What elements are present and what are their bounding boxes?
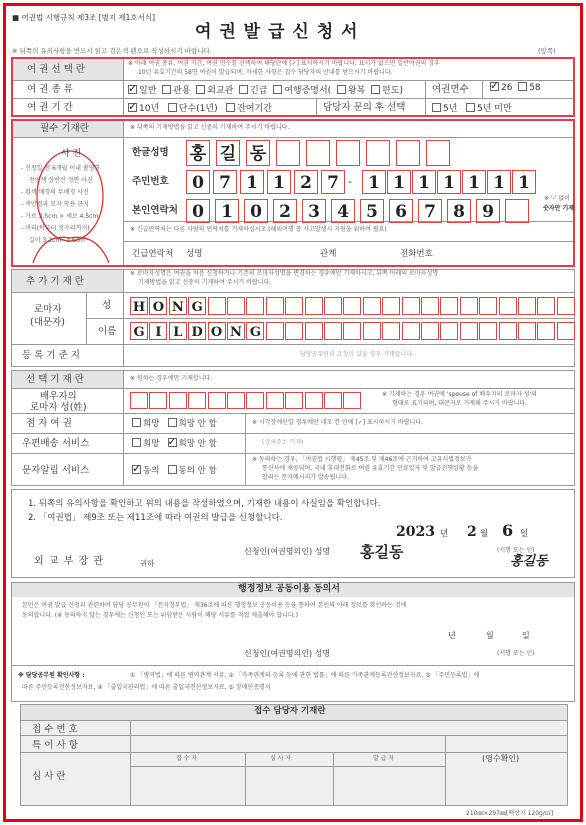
applicant-name-label: 신청인(여권명의인) 성명 <box>244 547 331 556</box>
surname-cell[interactable] <box>518 297 536 315</box>
phone-char: 9 <box>482 202 494 222</box>
surname-label: 성 <box>102 300 112 311</box>
spouse-cell[interactable] <box>208 392 226 409</box>
page-side-label: (앞쪽) <box>538 47 556 55</box>
phone-cell[interactable] <box>418 199 442 223</box>
spouse-cell[interactable] <box>305 392 323 409</box>
phone-char: 0 <box>250 202 262 222</box>
roman-note: ※ 로마자성명은 여권을 처음 신청하거나 기존의 로마자성명을 변경하는 경우에만 기재하시고, 뒤쪽 아래의 로마자성명 <box>130 270 439 277</box>
optional-instruction: ※ 원하는 경우에만 기재합니다. <box>130 375 213 382</box>
period-5y-option[interactable]: 5년 <box>432 104 457 114</box>
photo-rule: - 흰색 배경의 무배경 사진 <box>21 189 89 196</box>
rrn-dash: - <box>348 175 352 188</box>
sms-note: ※ 동의하는 경우, 「여권법 시행령」 제45조 및 제46조에 근거하여 고유식별정보가 <box>252 456 472 463</box>
given-cell[interactable] <box>149 322 167 340</box>
surname-cell[interactable] <box>499 297 517 315</box>
braille-label: 점 자 여 권 <box>26 418 72 429</box>
photo-rule: 천연색 상반신 정면 사진 <box>29 177 93 184</box>
surname-cell[interactable] <box>440 297 458 315</box>
delivery-address-field[interactable]: (상세주소 기재) <box>262 439 304 446</box>
period-remaining-option[interactable]: 잔여기간 <box>226 104 272 114</box>
photo-rule: - 가로 3.5cm × 세로 4.5cm <box>21 213 99 220</box>
sms-note-3: 알리는 문자메시지가 발송됩니다. <box>262 474 349 481</box>
surname-cell[interactable] <box>363 297 381 315</box>
phone-cell[interactable] <box>389 199 413 223</box>
day-unit: 일 <box>520 529 529 539</box>
declaration-line-1: 1. 뒤쪽의 유의사항을 확인하고 위의 내용을 작성하였으며, 기재한 내용이 사실임을 확인합니다. <box>28 499 381 509</box>
phone-char: 2 <box>279 202 291 222</box>
passport-type-options: ✓ 일반 관용 외교관 긴급 여행증명서( 왕복 편도) <box>128 82 403 96</box>
issuer-column: 발 급 자 <box>373 755 395 762</box>
emergency-phone-label[interactable]: 전화번호 <box>400 249 433 259</box>
year-unit: 년 <box>440 529 449 539</box>
required-heading: 필수 기재란 <box>40 123 89 134</box>
period-single-option[interactable]: 단수(1년) <box>168 104 218 114</box>
official-check-label: ※ 담당공무원 확인사항 : <box>18 672 85 679</box>
given-char: N <box>230 325 242 340</box>
given-cell[interactable] <box>557 322 575 340</box>
application-day[interactable]: 6 <box>502 521 514 540</box>
braille-options <box>132 417 217 429</box>
given-cell[interactable] <box>518 322 536 340</box>
given-cell[interactable] <box>363 322 381 340</box>
rrn-back-cell[interactable] <box>412 170 436 194</box>
registry-label: 등 록 기 준 지 <box>22 350 80 361</box>
name-cell[interactable] <box>396 140 420 166</box>
application-year[interactable]: 2023 <box>396 524 435 540</box>
sms-agree-option[interactable]: ✓ 동의 <box>132 462 160 476</box>
photo-area <box>13 138 123 265</box>
sms-disagree-option[interactable]: 동의 안 함 <box>168 466 217 476</box>
surname-char: N <box>171 300 184 315</box>
korean-name-label: 한글성명 <box>132 147 169 158</box>
paper-spec: 210㎜×297㎜[백상지 120g/㎡] <box>466 810 554 817</box>
spouse-note-2: 형태로 표기되며, 대문자로 기재해 주시기 바랍니다. <box>392 400 528 407</box>
spouse-cell[interactable] <box>169 392 187 409</box>
given-name-label: 이름 <box>98 326 117 337</box>
phone-char: 3 <box>308 202 320 222</box>
spouse-label: 배우자의 <box>40 391 77 402</box>
given-cell[interactable] <box>227 322 245 340</box>
given-cell[interactable] <box>440 322 458 340</box>
receipt-number-label: 접 수 번 호 <box>32 724 78 735</box>
given-cell[interactable] <box>266 322 284 340</box>
surname-cell[interactable] <box>305 297 323 315</box>
no-dash-note: ※ '-' 없이 <box>544 195 570 202</box>
rrn-front-cell[interactable] <box>294 170 318 194</box>
review-label: 심 사 란 <box>32 771 66 782</box>
surname-char: G <box>191 300 203 315</box>
given-cell[interactable] <box>343 322 361 340</box>
pages-58-option[interactable]: 58 <box>518 83 540 93</box>
given-cell[interactable] <box>188 322 206 340</box>
addressee-suffix: 귀하 <box>140 559 155 568</box>
photo-rule: - 머리(턱부터 정수리까지) <box>21 225 90 232</box>
day-unit: 일 <box>522 631 530 640</box>
surname-char: H <box>132 300 146 315</box>
phone-cell[interactable] <box>331 199 355 223</box>
given-char: L <box>173 325 183 340</box>
rrn-back-cell[interactable] <box>462 170 486 194</box>
rrn-back-char: 1 <box>468 173 480 193</box>
braille-note: ※ 시각장애인일 경우에만 네모 칸 안에 [✓] 표시하시기 바랍니다. <box>252 419 424 426</box>
type-emergency-option[interactable]: 긴급 <box>239 86 267 96</box>
phone-cell[interactable] <box>476 199 500 223</box>
digits-only-note: 숫자만 기재 <box>543 205 575 212</box>
official-check-items: ① 「병역법」에 따른 병역관계 서류, ② 「가족관계의 등록 등에 관한 법률」에 따른 가족관계등록전산정보자료, ③ 「주민등록법」에 <box>130 672 480 679</box>
sms-options <box>132 464 217 476</box>
rrn-back-char: 1 <box>443 173 455 193</box>
rrn-back-char: 1 <box>368 173 380 193</box>
form-title: 여 권 발 급 신 청 서 <box>195 22 359 42</box>
staff-period-options <box>432 101 512 114</box>
given-cell[interactable] <box>285 322 303 340</box>
regulation-note: ■ 여권법 시행규칙 제3조 [별지 제1호서식] <box>12 13 156 22</box>
roman-label: 로마자 <box>34 304 62 315</box>
roman-uppercase-label: (대문자) <box>30 317 65 328</box>
emergency-name-label[interactable]: 성명 <box>186 249 203 259</box>
surname-cell[interactable] <box>188 297 206 315</box>
given-char: G <box>249 325 261 340</box>
phone-char: 6 <box>395 202 407 222</box>
spouse-cell[interactable] <box>149 392 167 409</box>
phone-cell[interactable] <box>215 199 239 223</box>
surname-cell[interactable] <box>130 297 148 315</box>
emergency-contact-label: 긴급연락처 <box>132 249 174 259</box>
emergency-note: ※ 긴급연락처는 다른 사람의 연락처를 기재하십시오.(해외여행 중 사고발생시 지원을 위하여 필요) <box>130 226 387 233</box>
month-unit: 월 <box>480 529 489 539</box>
sms-note-2: 통신사에 제공되며, 국내 휴대전화로 여권 유효기간 만료일자 및 발급진행상황 등을 <box>262 465 479 472</box>
spouse-cell[interactable] <box>343 392 361 409</box>
surname-cell[interactable] <box>557 297 575 315</box>
spouse-cell[interactable] <box>324 392 342 409</box>
consent-sign-note: (서명 또는 인) <box>497 650 535 657</box>
given-cell[interactable] <box>499 322 517 340</box>
given-cell[interactable] <box>421 322 439 340</box>
passport-period-options <box>128 101 272 114</box>
type-diplomat-option[interactable]: 외교관 <box>196 86 233 96</box>
rrn-back-cell[interactable] <box>487 170 511 194</box>
surname-char: O <box>152 300 165 315</box>
name-cell[interactable] <box>186 140 210 166</box>
phone-cell[interactable] <box>244 199 268 223</box>
type-travel-cert-option[interactable]: 여행증명서( <box>273 86 331 96</box>
admin-consent-body-2: 동의합니다. (※ 동의하지 않는 경우에는 신청인 또는 위임받은 사람이 해당 서류를 직접 제출해야 합니다.) <box>22 612 298 619</box>
type-official-option[interactable]: 관용 <box>162 86 190 96</box>
delivery-yes-option[interactable]: 희망 <box>132 439 159 449</box>
name-cell[interactable] <box>366 140 390 166</box>
admin-consent-body: 본인은 여권 발급 신청과 관련하여 담당 공무원이 「전자정부법」 제36조에 따른 행정정보 공동이용 등을 통하여 본인의 아래 정보를 확인하는 것에 <box>22 602 407 609</box>
rrn-front-cell[interactable] <box>213 170 237 194</box>
rrn-front-cell[interactable] <box>321 170 345 194</box>
month-unit: 월 <box>486 631 494 640</box>
rrn-back-char: 1 <box>493 173 505 193</box>
surname-cell[interactable] <box>208 297 226 315</box>
given-cell[interactable] <box>460 322 478 340</box>
rrn-back-char: 1 <box>518 173 530 193</box>
receipt-title: 접수 담당자 기재란 <box>254 706 326 716</box>
rrn-front-cell[interactable] <box>240 170 264 194</box>
name-char: 길 <box>219 144 237 164</box>
spouse-cell[interactable] <box>227 392 245 409</box>
official-check-items-2: 따른 주민등록전산정보자료, ④ 「출입국관리법」에 따른 출입국전산정보자료, ⑤ 장애인증명서 <box>22 684 271 691</box>
required-instruction: ※ 뒤쪽의 기재방법을 읽고 신중히 기재하여 주시기 바랍니다. <box>130 124 290 131</box>
spouse-cell[interactable] <box>266 392 284 409</box>
given-cell[interactable] <box>305 322 323 340</box>
photo-rule: - 색안경과 모자 착용 금지 <box>21 201 89 208</box>
passport-period-label: 여 권 기 간 <box>27 102 73 113</box>
applicant-signature[interactable]: 홍길동 <box>510 554 548 569</box>
passport-pages-label: 여권면수 <box>432 84 469 95</box>
phone-char: 0 <box>192 202 204 222</box>
surname-cell[interactable] <box>266 297 284 315</box>
passport-type-label: 여 권 종 류 <box>27 84 73 95</box>
instruction-note: ※ 뒤쪽의 유의사항을 반드시 읽고 검은색 펜으로 작성하시기 바랍니다. <box>12 47 212 55</box>
name-char: 동 <box>249 144 267 164</box>
pages-26-option[interactable]: ✓ 26 <box>490 79 513 93</box>
surname-cell[interactable] <box>169 297 187 315</box>
spouse-cell[interactable] <box>246 392 264 409</box>
emergency-relation-label[interactable]: 관계 <box>320 249 337 259</box>
given-cell[interactable] <box>169 322 187 340</box>
given-char: G <box>133 325 145 340</box>
surname-cell[interactable] <box>343 297 361 315</box>
rrn-front-char: 0 <box>192 173 204 193</box>
rrn-front-char: 1 <box>246 173 258 193</box>
registry-field[interactable]: 담당공무원의 요청이 있을 경우 기재합니다. <box>300 351 414 358</box>
given-cell[interactable] <box>382 322 400 340</box>
rrn-back-cell[interactable] <box>362 170 386 194</box>
given-cell[interactable] <box>402 322 420 340</box>
selection-note: ※ 아래 여권 종류, 여권 기간, 여권 면수를 선택하여 해당란에 [✓] 표시하시기 바랍니다. 표시가 없으면 일반여권의 경우 <box>128 60 440 67</box>
surname-cell[interactable] <box>402 297 420 315</box>
consent-applicant-label: 신청인(여권명의인) 성명 <box>244 649 331 658</box>
receiver-column: 접 수 자 <box>176 755 198 762</box>
delivery-no-option[interactable]: ✓ 희망 안 함 <box>167 435 217 449</box>
rrn-front-char: 7 <box>219 173 231 193</box>
photo-rule: - 신청일 전 6개월 이내 촬영한 <box>21 165 101 172</box>
passport-selection-heading: 여 권 선 택 란 <box>27 64 85 75</box>
phone-cell[interactable] <box>186 199 210 223</box>
name-cell[interactable] <box>276 140 300 166</box>
spouse-note: ※ 기재하는 경우 여권에 'spouse of 배우자의 로마자 성'의 <box>382 391 537 398</box>
reviewer-column: 심 사 자 <box>270 755 292 762</box>
minister-label: 외 교 부 장 관 <box>34 556 105 567</box>
type-general-checkbox[interactable]: ✓ <box>128 82 138 95</box>
surname-cell[interactable] <box>227 297 245 315</box>
type-roundtrip-option[interactable]: 왕복 <box>337 86 365 96</box>
spouse-surname-label: 로마자 성(姓) <box>30 402 87 413</box>
spouse-cell[interactable] <box>130 392 148 409</box>
surname-cell[interactable] <box>324 297 342 315</box>
declaration-line-2: 2. 「여권법」 제9조 또는 제11조에 따라 여권의 발급을 신청합니다. <box>28 513 283 523</box>
name-cell[interactable] <box>216 140 240 166</box>
type-oneway-option[interactable]: 편도 <box>371 86 399 96</box>
name-cell[interactable] <box>246 140 270 166</box>
braille-yes-option[interactable]: 희망 <box>132 419 159 429</box>
rrn-front-cell[interactable] <box>186 170 210 194</box>
optional-heading: 선 택 기 재 란 <box>26 374 84 385</box>
phone-char: 4 <box>337 202 349 222</box>
special-notes-label: 특 이 사 항 <box>32 740 78 751</box>
selection-note-2: 10년 유효기간의 58면 여권이 발급되며, 자세한 사항은 접수 담당자의 안내를 받으시기 바랍니다. <box>138 69 393 76</box>
name-cell[interactable] <box>306 140 330 166</box>
phone-char: 7 <box>424 202 436 222</box>
rrn-front-char: 2 <box>300 173 312 193</box>
given-cell[interactable] <box>130 322 148 340</box>
receipt-stamp-label: (영수확인) <box>482 754 520 763</box>
rrn-front-char: 1 <box>273 173 285 193</box>
phone-cell[interactable] <box>505 199 529 223</box>
surname-cell[interactable] <box>537 297 555 315</box>
phone-cell[interactable] <box>302 199 326 223</box>
rrn-back-char: 1 <box>418 173 430 193</box>
surname-cell[interactable] <box>149 297 167 315</box>
additional-heading: 추 가 기 재 란 <box>26 276 84 287</box>
rrn-back-cell[interactable] <box>387 170 411 194</box>
braille-no-option[interactable]: 희망 안 함 <box>168 419 217 429</box>
given-cell[interactable] <box>537 322 555 340</box>
sms-label: 문자알림 서비스 <box>22 465 90 476</box>
given-cell[interactable] <box>208 322 226 340</box>
rrn-front-char: 7 <box>327 173 339 193</box>
staff-inquiry-label: 담당자 문의 후 선택 <box>323 102 406 113</box>
admin-consent-title: 행정정보 공동이용 동의서 <box>238 584 340 594</box>
period-10y-option[interactable]: ✓ 10년 <box>128 100 160 114</box>
applicant-name[interactable]: 홍길동 <box>360 543 404 561</box>
photo-rule: 길이 3.2cm~3.6cm <box>29 237 85 244</box>
name-cell[interactable] <box>426 140 450 166</box>
sign-note: (서명 또는 인) <box>497 547 535 554</box>
given-cell[interactable] <box>324 322 342 340</box>
passport-pages-options <box>490 79 541 93</box>
surname-cell[interactable] <box>421 297 439 315</box>
phone-cell[interactable] <box>273 199 297 223</box>
given-char: I <box>155 325 162 340</box>
type-general-option[interactable]: ✓ 일반 <box>128 82 157 96</box>
surname-cell[interactable] <box>246 297 264 315</box>
spouse-cell[interactable] <box>285 392 303 409</box>
surname-cell[interactable] <box>479 297 497 315</box>
surname-cell[interactable] <box>460 297 478 315</box>
given-char: O <box>210 325 223 340</box>
given-cell[interactable] <box>246 322 264 340</box>
rrn-front-cell[interactable] <box>267 170 291 194</box>
spouse-cell[interactable] <box>188 392 206 409</box>
phone-char: 1 <box>221 202 233 222</box>
surname-cell[interactable] <box>285 297 303 315</box>
phone-label: 본인연락처 <box>132 205 178 216</box>
application-month[interactable]: 2 <box>467 524 477 540</box>
delivery-options <box>132 437 217 449</box>
delivery-label: 우편배송 서비스 <box>22 438 90 449</box>
rrn-back-cell[interactable] <box>512 170 536 194</box>
name-cell[interactable] <box>336 140 360 166</box>
phone-cell[interactable] <box>447 199 471 223</box>
photo-title: 사 진 <box>61 149 82 159</box>
given-char: D <box>191 325 203 340</box>
rrn-back-cell[interactable] <box>437 170 461 194</box>
given-cell[interactable] <box>479 322 497 340</box>
rrn-label: 주민번호 <box>132 176 169 187</box>
phone-char: 5 <box>366 202 378 222</box>
phone-cell[interactable] <box>360 199 384 223</box>
name-char: 홍 <box>189 144 207 164</box>
rrn-back-char: 1 <box>393 173 405 193</box>
roman-note-2: 기재방법을 읽고 신중히 기재하여 주시기 바랍니다. <box>138 279 272 286</box>
year-unit: 년 <box>448 631 456 640</box>
phone-char: 8 <box>453 202 465 222</box>
period-under5y-option[interactable]: 5년 미만 <box>466 104 512 114</box>
surname-cell[interactable] <box>382 297 400 315</box>
